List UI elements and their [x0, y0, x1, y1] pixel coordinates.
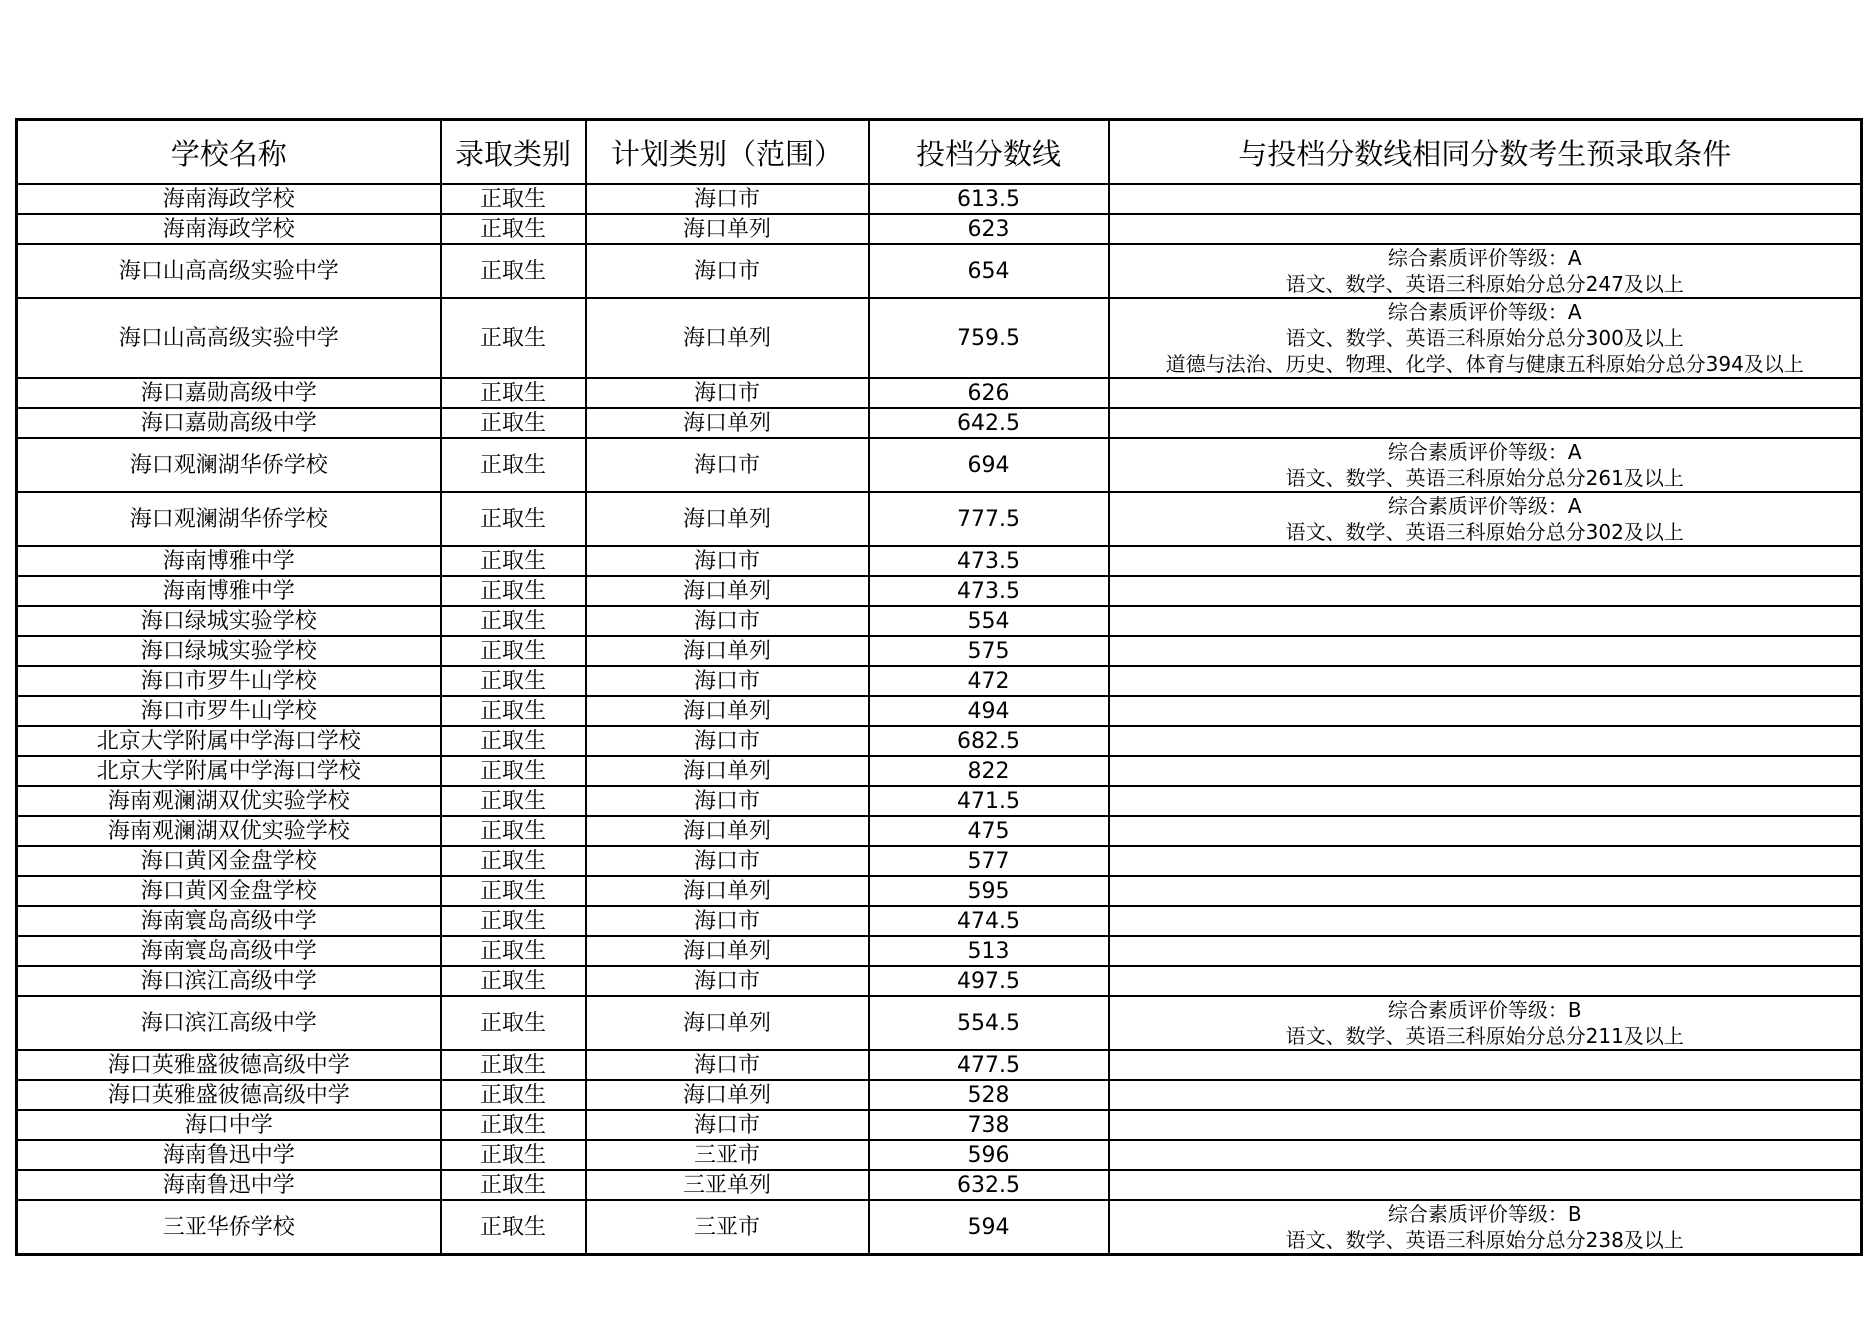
condition-line: 语文、数学、英语三科原始分总分247及以上 — [1285, 272, 1684, 296]
header-row — [17, 120, 1862, 185]
cell-plan: 海口市 — [586, 726, 869, 756]
cell-school: 海口市罗牛山学校 — [17, 696, 441, 726]
cell-conditions — [1109, 936, 1862, 966]
cell-plan: 海口单列 — [586, 214, 869, 244]
cell-category: 正取生 — [441, 906, 586, 936]
table-row — [17, 666, 1862, 696]
cell-category: 正取生 — [441, 606, 586, 636]
cell-category: 正取生 — [441, 1110, 586, 1140]
cell-category: 正取生 — [441, 1140, 586, 1170]
cell-school: 海口嘉勋高级中学 — [17, 408, 441, 438]
table-row — [17, 438, 1862, 492]
cell-category: 正取生 — [441, 378, 586, 408]
table-row — [17, 816, 1862, 846]
cell-category: 正取生 — [441, 786, 586, 816]
cell-category: 正取生 — [441, 184, 586, 214]
cell-plan: 海口单列 — [586, 636, 869, 666]
cell-score: 642.5 — [869, 408, 1109, 438]
table-row — [17, 546, 1862, 576]
cell-score: 471.5 — [869, 786, 1109, 816]
cell-conditions — [1109, 1110, 1862, 1140]
cell-plan: 海口单列 — [586, 492, 869, 546]
header-score: 投档分数线 — [869, 120, 1109, 185]
cell-plan: 海口单列 — [586, 1080, 869, 1110]
cell-plan: 海口市 — [586, 666, 869, 696]
cell-score: 474.5 — [869, 906, 1109, 936]
table-row — [17, 696, 1862, 726]
cell-plan: 海口市 — [586, 378, 869, 408]
table-row — [17, 876, 1862, 906]
cell-plan: 海口单列 — [586, 408, 869, 438]
cell-school: 海口滨江高级中学 — [17, 996, 441, 1050]
cell-plan: 海口单列 — [586, 816, 869, 846]
table-row — [17, 1050, 1862, 1080]
cell-conditions — [1109, 666, 1862, 696]
cell-category: 正取生 — [441, 696, 586, 726]
cell-category: 正取生 — [441, 546, 586, 576]
cell-school: 海南鲁迅中学 — [17, 1140, 441, 1170]
table-row — [17, 298, 1862, 378]
table-row — [17, 244, 1862, 298]
table-row — [17, 214, 1862, 244]
cell-score: 623 — [869, 214, 1109, 244]
table-body — [17, 184, 1862, 1255]
cell-school: 海南博雅中学 — [17, 576, 441, 606]
condition-line: 综合素质评价等级：A — [1387, 440, 1582, 464]
cell-plan: 海口单列 — [586, 298, 869, 378]
cell-school: 海口绿城实验学校 — [17, 636, 441, 666]
cell-plan: 海口单列 — [586, 996, 869, 1050]
cell-conditions — [1109, 816, 1862, 846]
cell-category: 正取生 — [441, 438, 586, 492]
cell-plan: 海口市 — [586, 846, 869, 876]
table-row — [17, 636, 1862, 666]
table-row — [17, 936, 1862, 966]
cell-category: 正取生 — [441, 936, 586, 966]
cell-school: 海南博雅中学 — [17, 546, 441, 576]
header-category: 录取类别 — [441, 120, 586, 185]
cell-score: 654 — [869, 244, 1109, 298]
cell-score: 494 — [869, 696, 1109, 726]
cell-conditions — [1109, 876, 1862, 906]
cell-category: 正取生 — [441, 1080, 586, 1110]
cell-score: 473.5 — [869, 546, 1109, 576]
cell-conditions — [1109, 1050, 1862, 1080]
cell-conditions — [1109, 1170, 1862, 1200]
cell-category: 正取生 — [441, 1050, 586, 1080]
cell-category: 正取生 — [441, 244, 586, 298]
cell-category: 正取生 — [441, 298, 586, 378]
cell-category: 正取生 — [441, 576, 586, 606]
cell-score: 513 — [869, 936, 1109, 966]
cell-school: 海南观澜湖双优实验学校 — [17, 816, 441, 846]
cell-conditions — [1109, 438, 1862, 492]
condition-line: 语文、数学、英语三科原始分总分211及以上 — [1285, 1024, 1684, 1048]
cell-score: 577 — [869, 846, 1109, 876]
condition-line: 综合素质评价等级：B — [1387, 998, 1582, 1022]
condition-line: 综合素质评价等级：B — [1387, 1202, 1582, 1226]
cell-plan: 海口市 — [586, 546, 869, 576]
cell-school: 海口英雅盛彼德高级中学 — [17, 1080, 441, 1110]
admission-score-table — [15, 118, 1863, 1256]
cell-category: 正取生 — [441, 636, 586, 666]
table-row — [17, 1080, 1862, 1110]
cell-conditions — [1109, 846, 1862, 876]
table-row — [17, 996, 1862, 1050]
cell-plan: 海口单列 — [586, 876, 869, 906]
cell-plan: 海口单列 — [586, 576, 869, 606]
cell-conditions — [1109, 906, 1862, 936]
cell-school: 海南观澜湖双优实验学校 — [17, 786, 441, 816]
cell-plan: 海口市 — [586, 244, 869, 298]
condition-line: 综合素质评价等级：A — [1387, 494, 1582, 518]
table-row — [17, 492, 1862, 546]
cell-score: 626 — [869, 378, 1109, 408]
cell-plan: 海口单列 — [586, 936, 869, 966]
cell-conditions — [1109, 606, 1862, 636]
condition-line: 语文、数学、英语三科原始分总分300及以上 — [1285, 326, 1684, 350]
cell-conditions — [1109, 184, 1862, 214]
cell-school: 海南寰岛高级中学 — [17, 936, 441, 966]
table-row — [17, 378, 1862, 408]
table-row — [17, 576, 1862, 606]
cell-category: 正取生 — [441, 1170, 586, 1200]
cell-score: 528 — [869, 1080, 1109, 1110]
cell-score: 738 — [869, 1110, 1109, 1140]
cell-category: 正取生 — [441, 966, 586, 996]
condition-line: 语文、数学、英语三科原始分总分261及以上 — [1285, 466, 1684, 490]
cell-school: 海口嘉勋高级中学 — [17, 378, 441, 408]
header-plan: 计划类别（范围） — [586, 120, 869, 185]
table-row — [17, 184, 1862, 214]
cell-plan: 海口单列 — [586, 756, 869, 786]
cell-conditions — [1109, 408, 1862, 438]
cell-school: 海口山高高级实验中学 — [17, 244, 441, 298]
cell-conditions — [1109, 576, 1862, 606]
cell-category: 正取生 — [441, 408, 586, 438]
cell-score: 596 — [869, 1140, 1109, 1170]
condition-line: 综合素质评价等级：A — [1387, 246, 1582, 270]
cell-plan: 三亚市 — [586, 1140, 869, 1170]
cell-conditions — [1109, 756, 1862, 786]
cell-school: 海口绿城实验学校 — [17, 606, 441, 636]
cell-school: 海口中学 — [17, 1110, 441, 1140]
table-row — [17, 966, 1862, 996]
cell-category: 正取生 — [441, 876, 586, 906]
cell-plan: 海口市 — [586, 966, 869, 996]
table-row — [17, 906, 1862, 936]
cell-score: 472 — [869, 666, 1109, 696]
cell-school: 海口市罗牛山学校 — [17, 666, 441, 696]
cell-conditions — [1109, 966, 1862, 996]
cell-score: 554.5 — [869, 996, 1109, 1050]
cell-school: 海口观澜湖华侨学校 — [17, 438, 441, 492]
cell-school: 海口黄冈金盘学校 — [17, 846, 441, 876]
cell-conditions — [1109, 298, 1862, 378]
cell-score: 554 — [869, 606, 1109, 636]
cell-school: 海口观澜湖华侨学校 — [17, 492, 441, 546]
table-row — [17, 606, 1862, 636]
cell-school: 海南鲁迅中学 — [17, 1170, 441, 1200]
cell-school: 海南海政学校 — [17, 214, 441, 244]
cell-score: 822 — [869, 756, 1109, 786]
cell-score: 575 — [869, 636, 1109, 666]
cell-plan: 三亚市 — [586, 1200, 869, 1255]
cell-score: 477.5 — [869, 1050, 1109, 1080]
cell-category: 正取生 — [441, 726, 586, 756]
cell-conditions — [1109, 696, 1862, 726]
header-school: 学校名称 — [17, 120, 441, 185]
cell-score: 632.5 — [869, 1170, 1109, 1200]
cell-conditions — [1109, 786, 1862, 816]
cell-conditions — [1109, 244, 1862, 298]
cell-plan: 海口市 — [586, 1050, 869, 1080]
table-row — [17, 846, 1862, 876]
cell-plan: 海口市 — [586, 438, 869, 492]
cell-score: 682.5 — [869, 726, 1109, 756]
cell-conditions — [1109, 1200, 1862, 1255]
header-conditions: 与投档分数线相同分数考生预录取条件 — [1109, 120, 1862, 185]
cell-plan: 三亚单列 — [586, 1170, 869, 1200]
cell-score: 759.5 — [869, 298, 1109, 378]
table-row — [17, 1140, 1862, 1170]
cell-conditions — [1109, 636, 1862, 666]
table-row — [17, 1110, 1862, 1140]
cell-conditions — [1109, 1080, 1862, 1110]
cell-plan: 海口市 — [586, 184, 869, 214]
cell-conditions — [1109, 546, 1862, 576]
cell-category: 正取生 — [441, 666, 586, 696]
table-row — [17, 726, 1862, 756]
cell-conditions — [1109, 996, 1862, 1050]
cell-category: 正取生 — [441, 846, 586, 876]
cell-conditions — [1109, 726, 1862, 756]
cell-conditions — [1109, 378, 1862, 408]
cell-plan: 海口市 — [586, 1110, 869, 1140]
cell-score: 497.5 — [869, 966, 1109, 996]
cell-plan: 海口市 — [586, 786, 869, 816]
cell-category: 正取生 — [441, 1200, 586, 1255]
table-row — [17, 1200, 1862, 1255]
cell-score: 594 — [869, 1200, 1109, 1255]
condition-line: 道德与法治、历史、物理、化学、体育与健康五科原始分总分394及以上 — [1165, 352, 1804, 376]
cell-school: 海南寰岛高级中学 — [17, 906, 441, 936]
cell-school: 海口英雅盛彼德高级中学 — [17, 1050, 441, 1080]
cell-school: 海口山高高级实验中学 — [17, 298, 441, 378]
table-row — [17, 408, 1862, 438]
cell-school: 北京大学附属中学海口学校 — [17, 756, 441, 786]
cell-category: 正取生 — [441, 492, 586, 546]
cell-category: 正取生 — [441, 816, 586, 846]
cell-score: 473.5 — [869, 576, 1109, 606]
cell-school: 北京大学附属中学海口学校 — [17, 726, 441, 756]
cell-school: 海口滨江高级中学 — [17, 966, 441, 996]
cell-plan: 海口单列 — [586, 696, 869, 726]
cell-category: 正取生 — [441, 996, 586, 1050]
cell-score: 475 — [869, 816, 1109, 846]
cell-category: 正取生 — [441, 756, 586, 786]
cell-score: 694 — [869, 438, 1109, 492]
condition-line: 语文、数学、英语三科原始分总分302及以上 — [1285, 520, 1684, 544]
table-row — [17, 786, 1862, 816]
cell-score: 595 — [869, 876, 1109, 906]
condition-line: 语文、数学、英语三科原始分总分238及以上 — [1285, 1228, 1684, 1252]
condition-line: 综合素质评价等级：A — [1387, 300, 1582, 324]
cell-plan: 海口市 — [586, 906, 869, 936]
cell-plan: 海口市 — [586, 606, 869, 636]
cell-conditions — [1109, 1140, 1862, 1170]
cell-school: 海口黄冈金盘学校 — [17, 876, 441, 906]
cell-score: 777.5 — [869, 492, 1109, 546]
table-row — [17, 1170, 1862, 1200]
cell-conditions — [1109, 492, 1862, 546]
cell-school: 海南海政学校 — [17, 184, 441, 214]
cell-conditions — [1109, 214, 1862, 244]
cell-category: 正取生 — [441, 214, 586, 244]
cell-score: 613.5 — [869, 184, 1109, 214]
table-row — [17, 756, 1862, 786]
cell-school: 三亚华侨学校 — [17, 1200, 441, 1255]
